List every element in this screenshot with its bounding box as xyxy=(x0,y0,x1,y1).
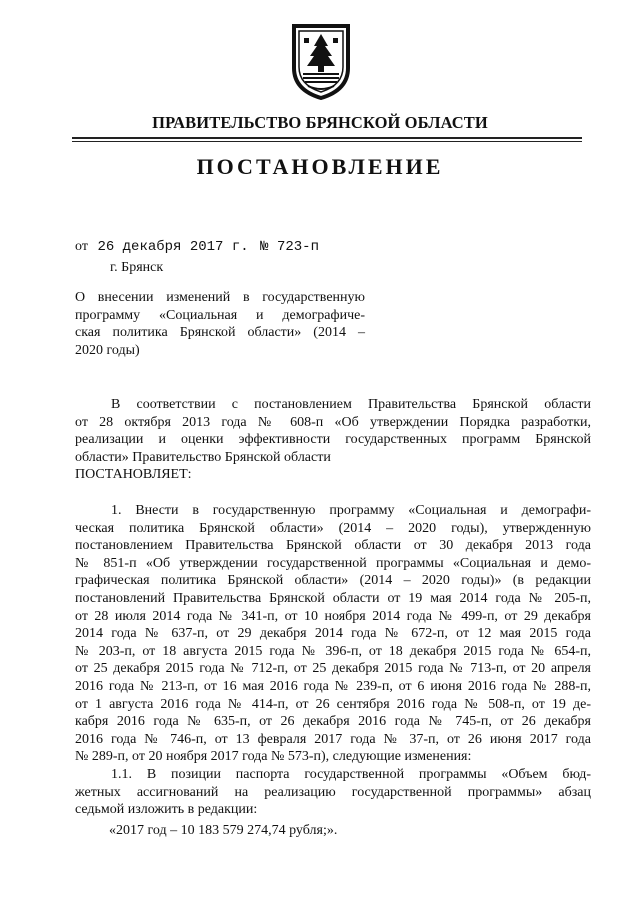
item-1-1-paragraph xyxy=(75,766,591,819)
document-date: 26 декабря 2017 г. xyxy=(97,239,249,255)
paragraph-line: графическая политика Брянской области» (2014 – 2020 годы)» (в редакции xyxy=(75,573,591,589)
subject-line: 2020 годы) xyxy=(75,342,140,358)
paragraph-line: постановлением Правительства Брянской области от 30 декабря 2013 года xyxy=(75,538,591,554)
paragraph-line: седьмой изложить в редакции: xyxy=(75,802,258,818)
paragraph-line: от 28 октября 2013 года № 608-п «Об утверждении Порядка разработки, xyxy=(75,414,591,430)
preamble-paragraph xyxy=(75,396,591,484)
date-number-line xyxy=(75,239,319,255)
paragraph-line: № 203-п, от 18 августа 2015 года № 396-п, от 18 декабря 2015 года № 654-п, xyxy=(75,643,591,659)
paragraph-line: 2014 года № 637-п, от 29 декабря 2014 года № 672-п, от 12 мая 2015 года xyxy=(75,626,591,642)
paragraph-line: области» Правительство Брянской области xyxy=(75,449,331,465)
coat-of-arms-emblem xyxy=(286,20,356,100)
paragraph-line: № 289-п, от 20 ноября 2017 года № 573-п), следующие изменения: xyxy=(75,749,472,765)
item-1-paragraph xyxy=(75,502,591,766)
subject-line: ская политика Брянской области» (2014 – xyxy=(75,325,365,340)
paragraph-line: ческая политика Брянской области» (2014 – 2020 годы), утвержденную xyxy=(75,520,591,536)
date-prefix: от xyxy=(75,239,88,254)
paragraph-line: № 851-п «Об утверждении государственной программы «Социальная и демо- xyxy=(75,555,591,571)
document-subject xyxy=(75,289,365,359)
paragraph-line: 2016 года № 213-п, от 16 мая 2016 года № 239-п, от 6 июня 2016 года № 288-п, xyxy=(75,678,591,694)
paragraph-line: постановлений Правительства Брянской области от 19 мая 2014 года № 205-п, xyxy=(75,590,591,606)
document-type-title: ПОСТАНОВЛЕНИЕ xyxy=(196,154,444,179)
header-divider-thin xyxy=(72,141,582,142)
quote-line: «2017 год – 10 183 579 274,74 рубля;». xyxy=(109,823,338,838)
paragraph-line: реализации и оценки эффективности государственных программ Брянской xyxy=(75,432,591,448)
paragraph-line: 1. Внести в государственную программу «Социальная и демографи- xyxy=(111,503,591,518)
paragraph-line: 1.1. В позиции паспорта государственной программы «Объем бюд- xyxy=(111,767,591,782)
document-number: № 723-п xyxy=(260,239,319,255)
paragraph-line: жетных ассигнований на реализацию государственной программы» абзац xyxy=(75,784,591,800)
resolves-heading: ПОСТАНОВЛЯЕТ: xyxy=(75,467,192,483)
paragraph-line: В соответствии с постановлением Правительства Брянской области xyxy=(111,397,591,412)
paragraph-line: от 25 декабря 2015 года № 712-п, от 25 декабря 2015 года № 713-п, от 20 апреля xyxy=(75,661,591,677)
paragraph-line: от 28 июля 2014 года № 341-п, от 10 ноября 2014 года № 499-п, от 29 декабря xyxy=(75,608,591,624)
subject-line: О внесении изменений в государственную xyxy=(75,290,365,305)
organization-name: ПРАВИТЕЛЬСТВО БРЯНСКОЙ ОБЛАСТИ xyxy=(152,113,488,132)
quoted-amendment xyxy=(75,822,591,840)
document-city: г. Брянск xyxy=(110,260,164,275)
header-divider-thick xyxy=(72,137,582,139)
paragraph-line: кабря 2016 года № 635-п, от 26 декабря 2016 года № 745-п, от 26 декабря xyxy=(75,714,591,730)
paragraph-line: 2016 года № 746-п, от 13 февраля 2017 года № 37-п, от 26 июня 2017 года xyxy=(75,731,591,747)
subject-line: программу «Социальная и демографиче- xyxy=(75,307,365,323)
paragraph-line: от 1 августа 2016 года № 414-п, от 26 сентября 2016 года № 508-п, от 19 де- xyxy=(75,696,591,712)
